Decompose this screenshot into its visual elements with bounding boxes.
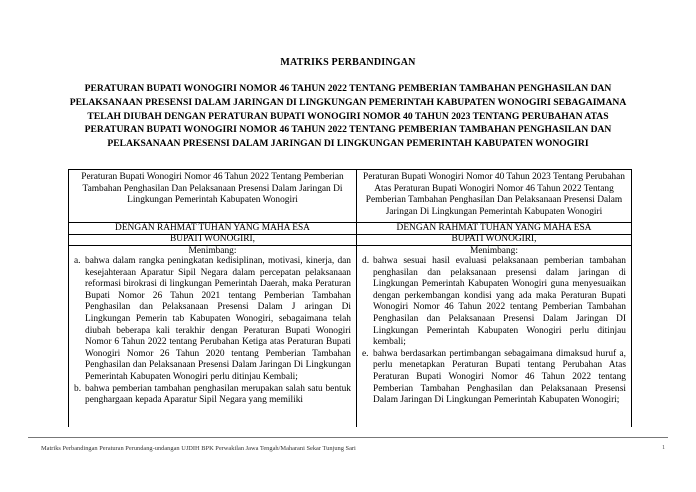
right-intro: DENGAN RAHMAT TUHAN YANG MAHA ESA <box>396 223 592 233</box>
item-label: a. <box>74 256 81 266</box>
right-considerations <box>357 256 631 407</box>
left-menimbang: Menimbang: <box>188 246 237 256</box>
right-menimbang: Menimbang: <box>470 246 518 256</box>
footer-divider <box>28 437 668 438</box>
item-text: bahwa dalam rangka peningkatan kedisiplinan, motivasi, kinerja, dan kesejahteraan Aparatur Sipil Negara dalam percepatan pelaksanaan reformasi birokrasi di lingkungan Pemerintah Daerah, maka Peraturan Bupati Nomor 26 Tahun 2021 tentang Pemberian Tambahan Penghasilan dan Pelaksanaan Presensi Dalam J aringan Di Lingkungan Pemerin tab Kabupaten Wonogiri, sebagaimana telah diubah beberapa kali terakhir dengan Peraturan Bupati Wonogiri Nomor 6 Tahun 2022 tentang Perubahan Ketiga atas Peraturan Bupati Wonogiri Nomor 26 Tahun 2020 tentang Pemberian Tambahan Penghasilan dan Pelaksanaan Presensi Dalam Jaringan Di Lingkungan Pemerintah Kabupaten Wonogiri perlu ditinjau Kembali; <box>85 256 351 382</box>
left-column-header: Peraturan Bupati Wonogiri Nomor 46 Tahun 2022 Tentang Pemberian Tambahan Penghasilan Dan Pelaksanaan Presensi Dalam Jaringan Di Lingkungan Pemerintah Kabupaten Wonogiri <box>81 172 344 206</box>
page-title: MATRIKS PERBANDINGAN <box>280 57 416 68</box>
item-label: b. <box>74 383 82 394</box>
left-consideration-item <box>71 384 351 407</box>
left-considerations <box>69 256 356 407</box>
left-bupati: BUPATI WONOGIRI, <box>170 234 255 244</box>
comparison-matrix <box>68 169 632 427</box>
item-text: bahwa pemberian tambahan penghasilan merupakan salah satu bentuk penghargaan kepada Aparatur Sipil Negara yang memiliki <box>85 383 351 406</box>
item-label: e. <box>362 348 369 359</box>
page-number: 1 <box>662 444 666 451</box>
item-text: bahwa berdasarkan pertimbangan sebagaimana dimaksud huruf a, perlu menetapkan Peraturan Bupati tentang Perubahan Atas Peraturan Bupati Wonogiri Nomor 46 Tahun 2022 tentang Pemberian Tambahan Penghasilan dan Pelaksanaan Presensi Dalam Jaringan Di Lingkungan Pemerintah Kabupaten Wonogiri; <box>373 348 626 406</box>
right-consideration-item <box>359 349 626 407</box>
footer-text: Matriks Perbandingan Peraturan Perundang-undangan UJDIH BPK Perwakilan Jawa Tengah/Maharani Sekar Tunjung Sari <box>41 445 356 452</box>
left-consideration-item <box>71 256 351 384</box>
item-text: bahwa sesuai hasil evaluasi pelaksanaan pemberian tambahan penghasilan dan pelaksanaan presensi dalam jaringan di Lingkungan Pemerintah Kabupaten Wonogiri guna menyesuaikan dengan perkembangan kondisi yang ada maka Peraturan Bupati Wonogiri Nomor 46 Tahun 2022 tentang Pemberian Tambahan Penghasilan dan Pelaksanaan Presensi Dalam Jaringan DI Lingkungan Pemerintah Kabupaten Wonogiri perlu ditinjau kembali; <box>373 256 626 348</box>
regulation-title: PERATURAN BUPATI WONOGIRI NOMOR 46 TAHUN 2022 TENTANG PEMBERIAN TAMBAHAN PENGHASILAN DAN PELAKSANAAN PRESENSI DALAM JARINGAN DI LINGKUNGAN PEMERINTAH KABUPATEN WONOGIRI SEBAGAIMANA TELAH DIUBAH DENGAN PERATURAN BUPATI WONOGIRI NOMOR 40 TAHUN 2023 TENTANG PERUBAHAN ATAS PERATURAN BUPATI WONOGIRI NOMOR 46 TAHUN 2022 TENTANG PEMBERIAN TAMBAHAN PENGHASILAN DAN PELAKSANAAN PRESENSI DALAM JARINGAN DI LINGKUNGAN PEMERINTAH KABUPATEN WONOGIRI <box>69 83 627 150</box>
right-consideration-item <box>359 256 626 349</box>
right-column-header: Peraturan Bupati Wonogiri Nomor 40 Tahun 2023 Tentang Perubahan Atas Peraturan Bupati Wonogiri Nomor 46 Tahun 2022 Tentang Pemberian Tambahan Penghasilan Dan Pelaksanaan Presensi Dalam Jaringan Di Lingkungan Pemerintah Kabupaten Wonogiri <box>363 172 625 217</box>
left-intro: DENGAN RAHMAT TUHAN YANG MAHA ESA <box>115 223 310 233</box>
item-label: d. <box>362 256 370 266</box>
right-bupati: BUPATI WONOGIRI, <box>451 234 537 244</box>
